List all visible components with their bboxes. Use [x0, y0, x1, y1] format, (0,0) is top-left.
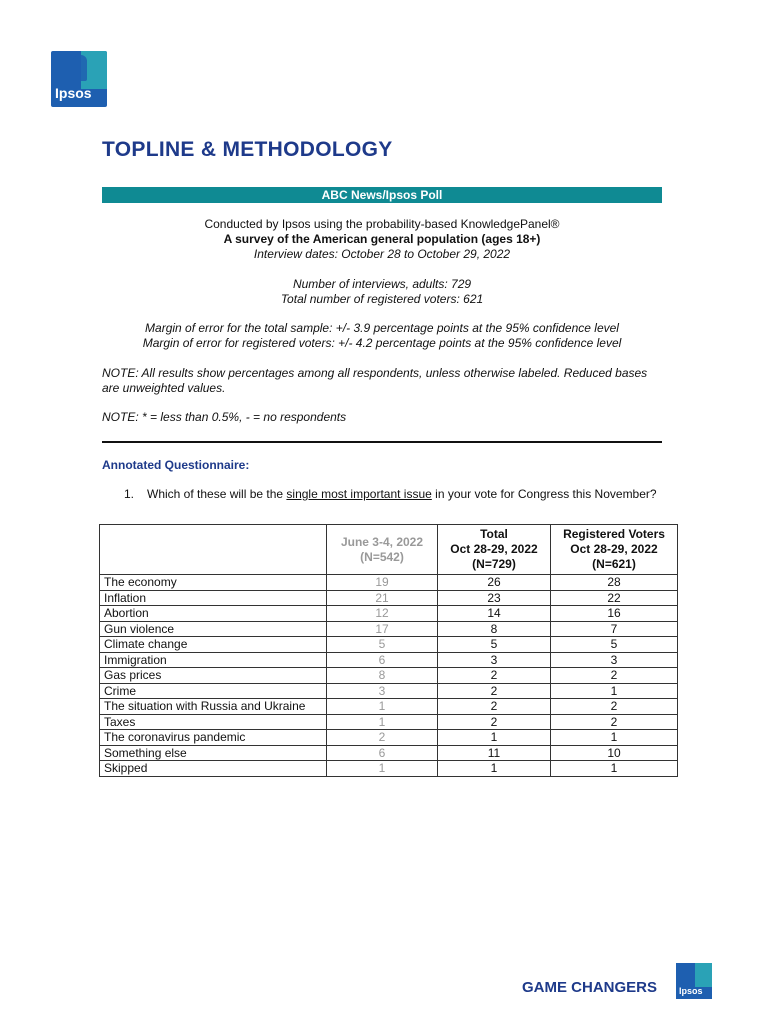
row-total: 11 — [438, 745, 551, 761]
intro-line-6: Margin of error for the total sample: +/- 3.9 percentage points at the 95% confidence level — [145, 321, 619, 335]
row-label: The coronavirus pandemic — [100, 730, 327, 746]
row-rv: 10 — [551, 745, 678, 761]
margin-of-error — [92, 321, 672, 351]
row-rv: 3 — [551, 652, 678, 668]
intro-line-1: Conducted by Ipsos using the probability-based KnowledgePanel® — [204, 217, 560, 231]
row-label: Skipped — [100, 761, 327, 777]
row-rv: 28 — [551, 575, 678, 591]
question-text — [147, 487, 664, 502]
row-rv: 2 — [551, 699, 678, 715]
table-row — [100, 606, 678, 622]
intro-line-2: A survey of the American general population (ages 18+) — [223, 232, 541, 246]
table-row — [100, 745, 678, 761]
annotated-heading: Annotated Questionnaire: — [102, 458, 250, 472]
row-rv: 22 — [551, 590, 678, 606]
header-rv-date: Oct 28-29, 2022 — [570, 542, 658, 556]
row-june: 12 — [327, 606, 438, 622]
intro-line-4: Number of interviews, adults: 729 — [292, 277, 472, 291]
row-total: 8 — [438, 621, 551, 637]
table-row — [100, 730, 678, 746]
row-june: 6 — [327, 745, 438, 761]
note-1: NOTE: All results show percentages among all respondents, unless otherwise labeled. Reduced bases are unweighted values. — [102, 366, 648, 395]
row-total: 2 — [438, 699, 551, 715]
row-label: The economy — [100, 575, 327, 591]
row-june: 17 — [327, 621, 438, 637]
table-row — [100, 652, 678, 668]
note-2: NOTE: * = less than 0.5%, - = no respondents — [102, 410, 347, 424]
row-total: 1 — [438, 730, 551, 746]
question-number: 1. — [124, 487, 135, 501]
row-total: 2 — [438, 668, 551, 684]
table-row — [100, 668, 678, 684]
ipsos-logo — [51, 51, 107, 107]
header-total — [438, 525, 551, 575]
table-row — [100, 621, 678, 637]
table-row — [100, 683, 678, 699]
footer-tagline: GAME CHANGERS — [522, 979, 658, 996]
results-table — [99, 524, 678, 777]
row-label: Gas prices — [100, 668, 327, 684]
interview-counts — [102, 277, 662, 307]
table-row — [100, 699, 678, 715]
header-registered-voters — [551, 525, 678, 575]
header-rv-n: (N=621) — [592, 557, 636, 571]
header-total-date: Oct 28-29, 2022 — [450, 542, 538, 556]
row-june: 21 — [327, 590, 438, 606]
row-rv: 5 — [551, 637, 678, 653]
row-june: 1 — [327, 699, 438, 715]
row-label: Gun violence — [100, 621, 327, 637]
header-rv-label: Registered Voters — [563, 527, 665, 541]
row-label: The situation with Russia and Ukraine — [100, 699, 327, 715]
question-text-before: Which of these will be the — [147, 487, 287, 501]
row-label: Immigration — [100, 652, 327, 668]
header-total-label: Total — [480, 527, 508, 541]
table-row — [100, 575, 678, 591]
row-rv: 1 — [551, 761, 678, 777]
table-row — [100, 761, 678, 777]
intro-line-5: Total number of registered voters: 621 — [280, 292, 484, 306]
row-total: 23 — [438, 590, 551, 606]
footer-ipsos-logo — [676, 963, 712, 999]
table-row — [100, 637, 678, 653]
row-label: Inflation — [100, 590, 327, 606]
table-header-row — [100, 525, 678, 575]
row-total: 14 — [438, 606, 551, 622]
row-june: 8 — [327, 668, 438, 684]
row-label: Climate change — [100, 637, 327, 653]
header-june-date: June 3-4, 2022 — [340, 534, 424, 549]
poll-name-bar: ABC News/Ipsos Poll — [102, 187, 662, 203]
row-june: 1 — [327, 714, 438, 730]
logo-head-mark — [73, 55, 87, 81]
intro-line-7: Margin of error for registered voters: +/- 4.2 percentage points at the 95% confidence level — [142, 336, 622, 350]
page-title: TOPLINE & METHODOLOGY — [102, 138, 393, 161]
row-rv: 2 — [551, 714, 678, 730]
table-row — [100, 714, 678, 730]
row-june: 3 — [327, 683, 438, 699]
row-rv: 7 — [551, 621, 678, 637]
question-1 — [124, 487, 664, 502]
row-june: 5 — [327, 637, 438, 653]
row-rv: 16 — [551, 606, 678, 622]
row-label: Something else — [100, 745, 327, 761]
row-june: 1 — [327, 761, 438, 777]
logo-word: Ipsos — [55, 85, 92, 101]
row-label: Abortion — [100, 606, 327, 622]
table-row — [100, 590, 678, 606]
footer-logo-teal-block — [695, 963, 712, 987]
row-june: 19 — [327, 575, 438, 591]
header-june — [327, 525, 438, 575]
header-blank — [100, 525, 327, 575]
question-text-underlined: single most important issue — [286, 487, 432, 501]
row-june: 2 — [327, 730, 438, 746]
row-rv: 2 — [551, 668, 678, 684]
row-label: Crime — [100, 683, 327, 699]
row-total: 5 — [438, 637, 551, 653]
row-rv: 1 — [551, 683, 678, 699]
header-total-n: (N=729) — [472, 557, 516, 571]
row-june: 6 — [327, 652, 438, 668]
row-total: 2 — [438, 714, 551, 730]
row-label: Taxes — [100, 714, 327, 730]
row-total: 3 — [438, 652, 551, 668]
row-total: 2 — [438, 683, 551, 699]
intro-block — [102, 217, 662, 262]
row-total: 26 — [438, 575, 551, 591]
footer-logo-word: Ipsos — [679, 986, 703, 996]
header-june-n: (N=542) — [360, 549, 404, 564]
row-rv: 1 — [551, 730, 678, 746]
row-total: 1 — [438, 761, 551, 777]
intro-line-3: Interview dates: October 28 to October 29, 2022 — [253, 247, 511, 261]
question-text-after: in your vote for Congress this November? — [431, 487, 657, 501]
divider-rule — [102, 441, 662, 443]
